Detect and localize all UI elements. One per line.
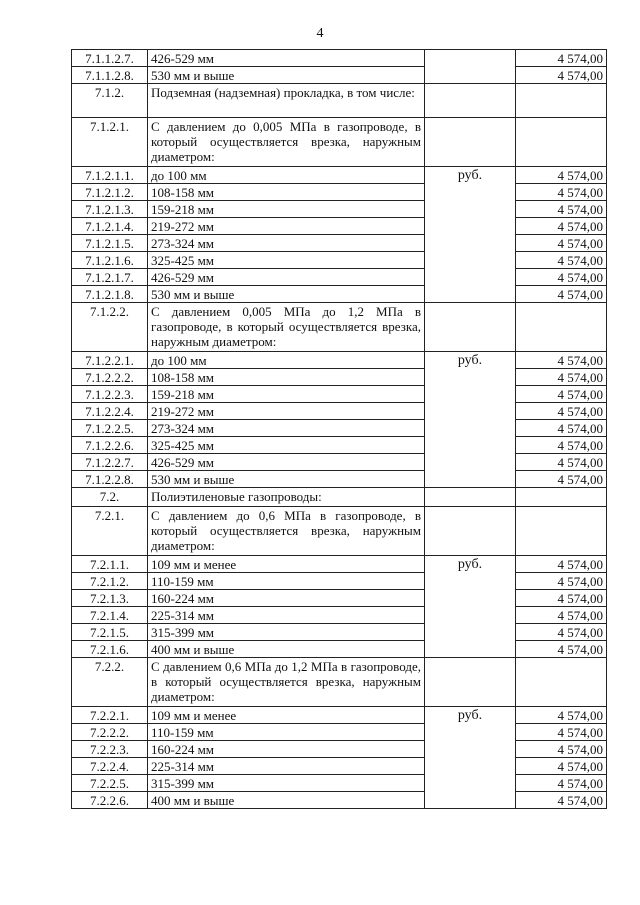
table-row: [72, 403, 607, 420]
item-code: 7.1.1.2.7.: [72, 50, 148, 67]
item-code: 7.2.1.4.: [72, 607, 148, 624]
table-row: [72, 641, 607, 658]
price-cell: [516, 488, 607, 507]
item-description: 530 мм и выше: [148, 286, 425, 303]
unit-cell: [425, 658, 516, 707]
item-description: 273-324 мм: [148, 420, 425, 437]
item-description: 325-425 мм: [148, 437, 425, 454]
price-value: 4 574,00: [516, 201, 607, 218]
item-description: 325-425 мм: [148, 252, 425, 269]
table-row: [72, 624, 607, 641]
price-value: 4 574,00: [516, 741, 607, 758]
unit-cell: [425, 488, 516, 507]
table-header-row: [72, 658, 607, 707]
item-description: 109 мм и менее: [148, 556, 425, 573]
unit-cell: [425, 507, 516, 556]
item-description: 109 мм и менее: [148, 707, 425, 724]
unit-cell: [425, 118, 516, 167]
table-row: [72, 707, 607, 724]
table-header-row: [72, 303, 607, 352]
price-value: 4 574,00: [516, 437, 607, 454]
item-code: 7.1.2.2.2.: [72, 369, 148, 386]
item-code: 7.1.2.2.7.: [72, 454, 148, 471]
item-code: 7.1.2.2.4.: [72, 403, 148, 420]
item-code: 7.2.2.1.: [72, 707, 148, 724]
item-description: 159-218 мм: [148, 201, 425, 218]
table-row: [72, 420, 607, 437]
item-description: 160-224 мм: [148, 741, 425, 758]
price-value: 4 574,00: [516, 607, 607, 624]
item-description: 530 мм и выше: [148, 67, 425, 84]
item-code: 7.2.1.2.: [72, 573, 148, 590]
item-code: 7.1.2.2.3.: [72, 386, 148, 403]
price-value: 4 574,00: [516, 624, 607, 641]
item-description: 159-218 мм: [148, 386, 425, 403]
item-code: 7.1.2.2.: [72, 303, 148, 352]
price-value: 4 574,00: [516, 775, 607, 792]
item-description: 225-314 мм: [148, 758, 425, 775]
price-value: 4 574,00: [516, 724, 607, 741]
item-code: 7.2.1.6.: [72, 641, 148, 658]
item-description: 110-159 мм: [148, 573, 425, 590]
table-row: [72, 471, 607, 488]
table-row: [72, 50, 607, 67]
item-code: 7.1.2.2.1.: [72, 352, 148, 369]
unit-cell: руб.: [425, 352, 516, 488]
table-row: [72, 724, 607, 741]
unit-cell: руб.: [425, 167, 516, 303]
price-value: 4 574,00: [516, 352, 607, 369]
item-code: 7.1.2.: [72, 84, 148, 118]
price-value: 4 574,00: [516, 167, 607, 184]
table-header-row: [72, 488, 607, 507]
table-header-row: [72, 507, 607, 556]
table-row: [72, 269, 607, 286]
unit-cell: руб.: [425, 556, 516, 658]
tariff-table-body: [72, 50, 607, 809]
item-description: 530 мм и выше: [148, 471, 425, 488]
item-code: 7.1.2.1.8.: [72, 286, 148, 303]
item-description: 110-159 мм: [148, 724, 425, 741]
table-row: [72, 369, 607, 386]
item-description: 219-272 мм: [148, 218, 425, 235]
item-description: С давлением до 0,6 МПа в газопроводе, в который осуществляется врезка, наружным диаметром:: [148, 507, 425, 556]
table-row: [72, 573, 607, 590]
item-description: 426-529 мм: [148, 454, 425, 471]
price-value: 4 574,00: [516, 471, 607, 488]
price-value: 4 574,00: [516, 218, 607, 235]
table-row: [72, 386, 607, 403]
item-code: 7.1.2.1.5.: [72, 235, 148, 252]
price-value: 4 574,00: [516, 420, 607, 437]
item-description: 108-158 мм: [148, 369, 425, 386]
item-description: С давлением 0,005 МПа до 1,2 МПа в газопроводе, в который осуществляется врезка, наружным диаметром:: [148, 303, 425, 352]
unit-cell: [425, 303, 516, 352]
price-value: 4 574,00: [516, 286, 607, 303]
item-code: 7.1.2.1.1.: [72, 167, 148, 184]
table-row: [72, 437, 607, 454]
price-value: 4 574,00: [516, 252, 607, 269]
price-value: 4 574,00: [516, 67, 607, 84]
item-description: Полиэтиленовые газопроводы:: [148, 488, 425, 507]
item-description: 400 мм и выше: [148, 792, 425, 809]
table-row: [72, 235, 607, 252]
item-code: 7.1.1.2.8.: [72, 67, 148, 84]
table-row: [72, 167, 607, 184]
price-value: 4 574,00: [516, 573, 607, 590]
tariff-table: [71, 49, 607, 809]
price-value: 4 574,00: [516, 792, 607, 809]
price-cell: [516, 658, 607, 707]
item-description: 108-158 мм: [148, 184, 425, 201]
table-row: [72, 741, 607, 758]
item-code: 7.2.1.3.: [72, 590, 148, 607]
item-description: 315-399 мм: [148, 624, 425, 641]
price-value: 4 574,00: [516, 386, 607, 403]
item-description: 225-314 мм: [148, 607, 425, 624]
table-row: [72, 792, 607, 809]
price-value: 4 574,00: [516, 590, 607, 607]
price-cell: [516, 507, 607, 556]
price-value: 4 574,00: [516, 235, 607, 252]
item-code: 7.2.: [72, 488, 148, 507]
item-code: 7.2.1.5.: [72, 624, 148, 641]
item-code: 7.1.2.2.5.: [72, 420, 148, 437]
item-description: Подземная (надземная) прокладка, в том числе:: [148, 84, 425, 118]
unit-cell: [425, 50, 516, 84]
table-row: [72, 556, 607, 573]
price-value: 4 574,00: [516, 50, 607, 67]
table-header-row: [72, 118, 607, 167]
table-row: [72, 590, 607, 607]
item-code: 7.1.2.1.6.: [72, 252, 148, 269]
price-cell: [516, 118, 607, 167]
price-value: 4 574,00: [516, 369, 607, 386]
item-code: 7.1.2.1.2.: [72, 184, 148, 201]
price-value: 4 574,00: [516, 707, 607, 724]
price-value: 4 574,00: [516, 184, 607, 201]
item-description: 160-224 мм: [148, 590, 425, 607]
item-description: 273-324 мм: [148, 235, 425, 252]
item-code: 7.2.2.6.: [72, 792, 148, 809]
price-value: 4 574,00: [516, 403, 607, 420]
price-value: 4 574,00: [516, 641, 607, 658]
item-code: 7.2.2.: [72, 658, 148, 707]
item-code: 7.1.2.1.4.: [72, 218, 148, 235]
table-row: [72, 758, 607, 775]
table-header-row: [72, 84, 607, 118]
price-value: 4 574,00: [516, 556, 607, 573]
table-row: [72, 286, 607, 303]
page-number: 4: [316, 26, 324, 41]
price-value: 4 574,00: [516, 454, 607, 471]
item-code: 7.2.1.: [72, 507, 148, 556]
item-code: 7.2.2.2.: [72, 724, 148, 741]
price-cell: [516, 303, 607, 352]
item-description: до 100 мм: [148, 352, 425, 369]
price-cell: [516, 84, 607, 118]
table-row: [72, 352, 607, 369]
item-description: 315-399 мм: [148, 775, 425, 792]
item-description: 400 мм и выше: [148, 641, 425, 658]
item-description: до 100 мм: [148, 167, 425, 184]
item-code: 7.1.2.2.8.: [72, 471, 148, 488]
item-code: 7.1.2.2.6.: [72, 437, 148, 454]
price-value: 4 574,00: [516, 269, 607, 286]
item-code: 7.1.2.1.: [72, 118, 148, 167]
unit-cell: [425, 84, 516, 118]
item-code: 7.1.2.1.7.: [72, 269, 148, 286]
table-row: [72, 775, 607, 792]
item-description: 426-529 мм: [148, 269, 425, 286]
item-code: 7.2.2.3.: [72, 741, 148, 758]
table-row: [72, 252, 607, 269]
item-description: 219-272 мм: [148, 403, 425, 420]
table-row: [72, 607, 607, 624]
table-row: [72, 201, 607, 218]
item-code: 7.2.2.5.: [72, 775, 148, 792]
unit-cell: руб.: [425, 707, 516, 809]
table-row: [72, 454, 607, 471]
table-row: [72, 67, 607, 84]
item-description: С давлением до 0,005 МПа в газопроводе, в который осуществляется врезка, наружным диаметром:: [148, 118, 425, 167]
item-code: 7.2.1.1.: [72, 556, 148, 573]
price-value: 4 574,00: [516, 758, 607, 775]
table-row: [72, 218, 607, 235]
table-row: [72, 184, 607, 201]
item-code: 7.1.2.1.3.: [72, 201, 148, 218]
item-description: С давлением 0,6 МПа до 1,2 МПа в газопроводе, в который осуществляется врезка, наружным диаметром:: [148, 658, 425, 707]
item-code: 7.2.2.4.: [72, 758, 148, 775]
item-description: 426-529 мм: [148, 50, 425, 67]
